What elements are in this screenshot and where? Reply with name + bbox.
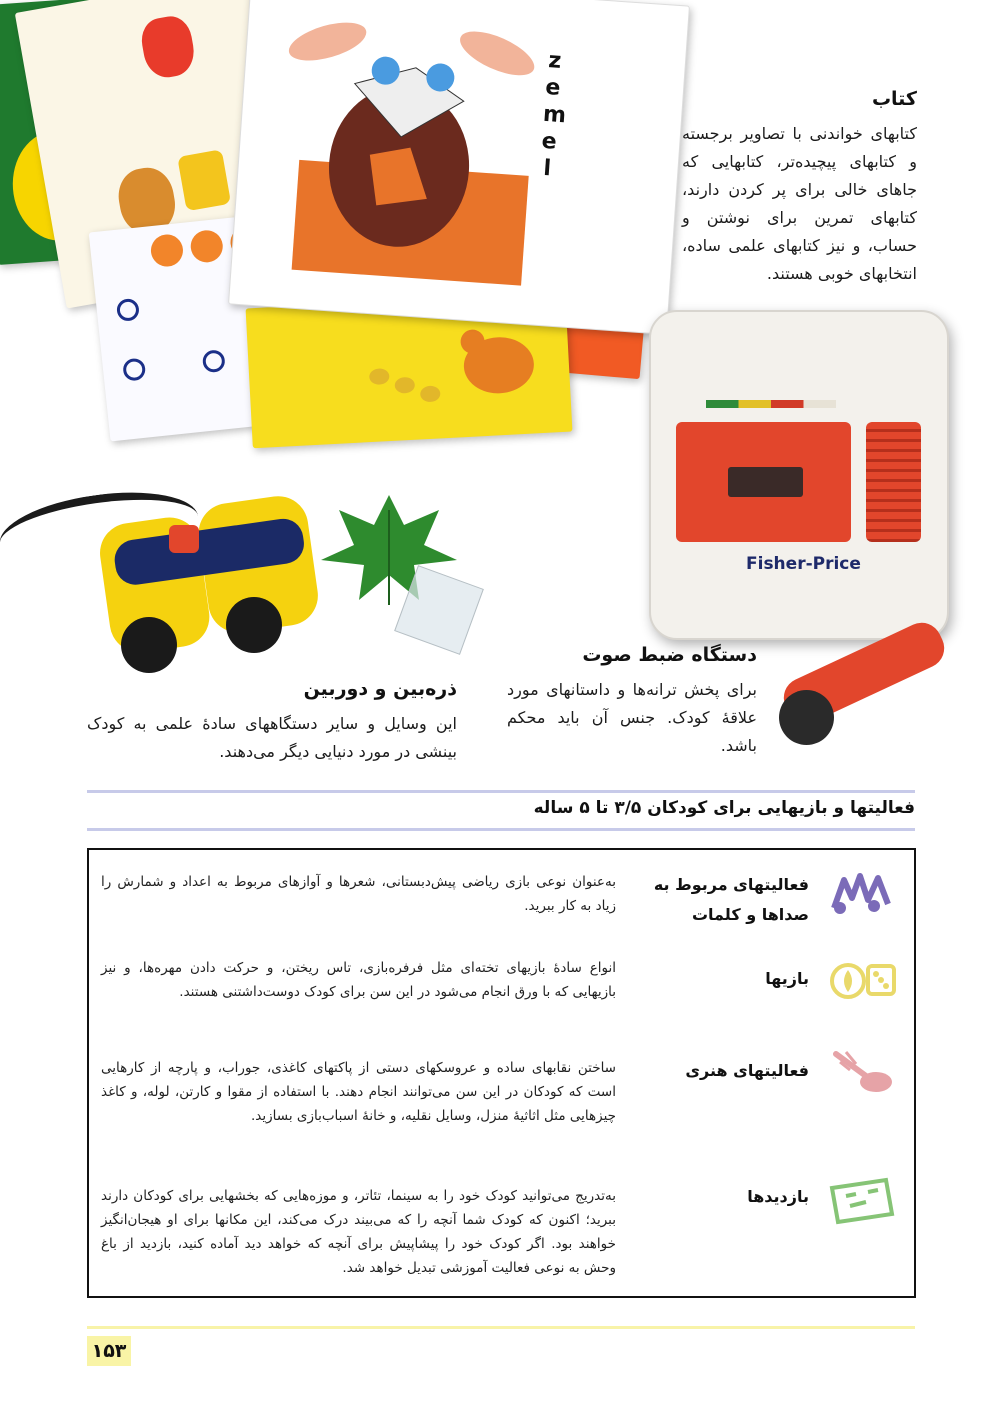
player-keys: [707, 400, 837, 408]
book-letter: e: [545, 74, 563, 101]
activity-label: بازدیدها: [748, 1187, 810, 1206]
recorder-title: دستگاه ضبط صوت: [583, 644, 758, 666]
magnifier-title: ذره‌بین و دوربین: [304, 678, 458, 700]
book-letter: z: [548, 48, 564, 74]
section-rule-bottom: [88, 828, 916, 831]
activity-label: فعالیتهای مربوط به صداها و کلمات: [654, 875, 810, 924]
zebra-popup-illustration: [251, 0, 571, 308]
activity-text: انواع سادهٔ بازیهای تخته‌ای مثل فرفره‌بازی، تاس ریختن، و حرکت دادن مهره‌ها، و نیز بازیهایی که با ورق انجام می‌شود در این سن برای کودک دوست‌داشتنی هستند.: [102, 960, 617, 1000]
zemel-book: [229, 0, 691, 335]
footer-rule: [88, 1326, 916, 1329]
activities-table: [88, 848, 917, 1298]
magnifier-text: این وسایل و سایر دستگاههای سادهٔ علمی به کودک بینشی در مورد دنیایی دیگر می‌دهند.: [88, 714, 458, 761]
activity-row: [90, 1176, 915, 1286]
activity-label: بازیها: [766, 969, 810, 988]
cassette-deck: [677, 422, 852, 542]
section-rule-top: [88, 790, 916, 793]
cassette-player-photo: [650, 310, 950, 640]
speaker-grille: [867, 422, 922, 542]
page-number: ۱۵۳: [88, 1336, 132, 1366]
section-title: فعالیتها و بازیهایی برای کودکان ۳/۵ تا ۵ ساله: [534, 798, 916, 818]
music-notes-icon: [827, 868, 899, 918]
activity-text: ساختن نقابهای ساده و عروسکهای دستی از پاکتهای کاغذی، جوراب، و پارچه از کارهایی است که کودکان در این سن می‌توانند انجام دهند. با استفاده از مقوا و کارتن، لوله، و کاغذ چیزهایی مثل اثاثیهٔ منزل، وسایل نقلیه، و خانهٔ اسباب‌بازی بسازید.: [102, 1060, 617, 1124]
dice-icon: [827, 956, 899, 1006]
books-title: کتاب: [872, 88, 918, 110]
books-text: کتابهای خواندنی با تصاویر برجسته و کتابهای پیچیده‌تر، کتابهایی که جاهای خالی برای پر کردن دارند، کتابهای تمرین برای نوشتن و حساب، و نیز کتابهای علمی ساده، انتخابهای خوبی هستند.: [683, 124, 918, 283]
book-letter: m: [543, 101, 568, 129]
activity-row: [90, 868, 915, 958]
binoculars-photo: [95, 480, 330, 680]
activity-row: [90, 1046, 915, 1166]
recorder-text: برای پخش ترانه‌ها و داستانهای مورد علاقهٔ کودک. جنس آن باید محکم باشد.: [508, 680, 758, 755]
paint-icon: [827, 1046, 899, 1096]
book-letter: e: [541, 128, 559, 155]
device-brand: Fisher-Price: [747, 554, 862, 574]
activity-text: به‌تدریج می‌توانید کودک خود را به سینما، تئاتر، و موزه‌هایی که بخشهایی برای کودکان دارند ببرید؛ اکنون که کودک شما آنچه را که می‌بیند درک می‌کند، این مکانها برای او هیجان‌انگیز خواهند بود. اگر کودک خود را پیشاپیش برای آنچه که خواهد دید آماده کنید، بازدید از باغ وحش به نوعی فعالیت آموزشی تبدیل خواهد شد.: [102, 1188, 617, 1276]
ticket-icon: [827, 1176, 899, 1226]
activity-text: به‌عنوان نوعی بازی ریاضی پیش‌دبستانی، شعرها و آوازهای مربوط به اعداد و شمارش را زیاد به کار ببرید.: [102, 874, 617, 914]
activity-label: فعالیتهای هنری: [686, 1061, 810, 1080]
book-letter: l: [543, 155, 553, 182]
activity-row: [90, 956, 915, 1036]
microphone-head: [780, 690, 835, 745]
